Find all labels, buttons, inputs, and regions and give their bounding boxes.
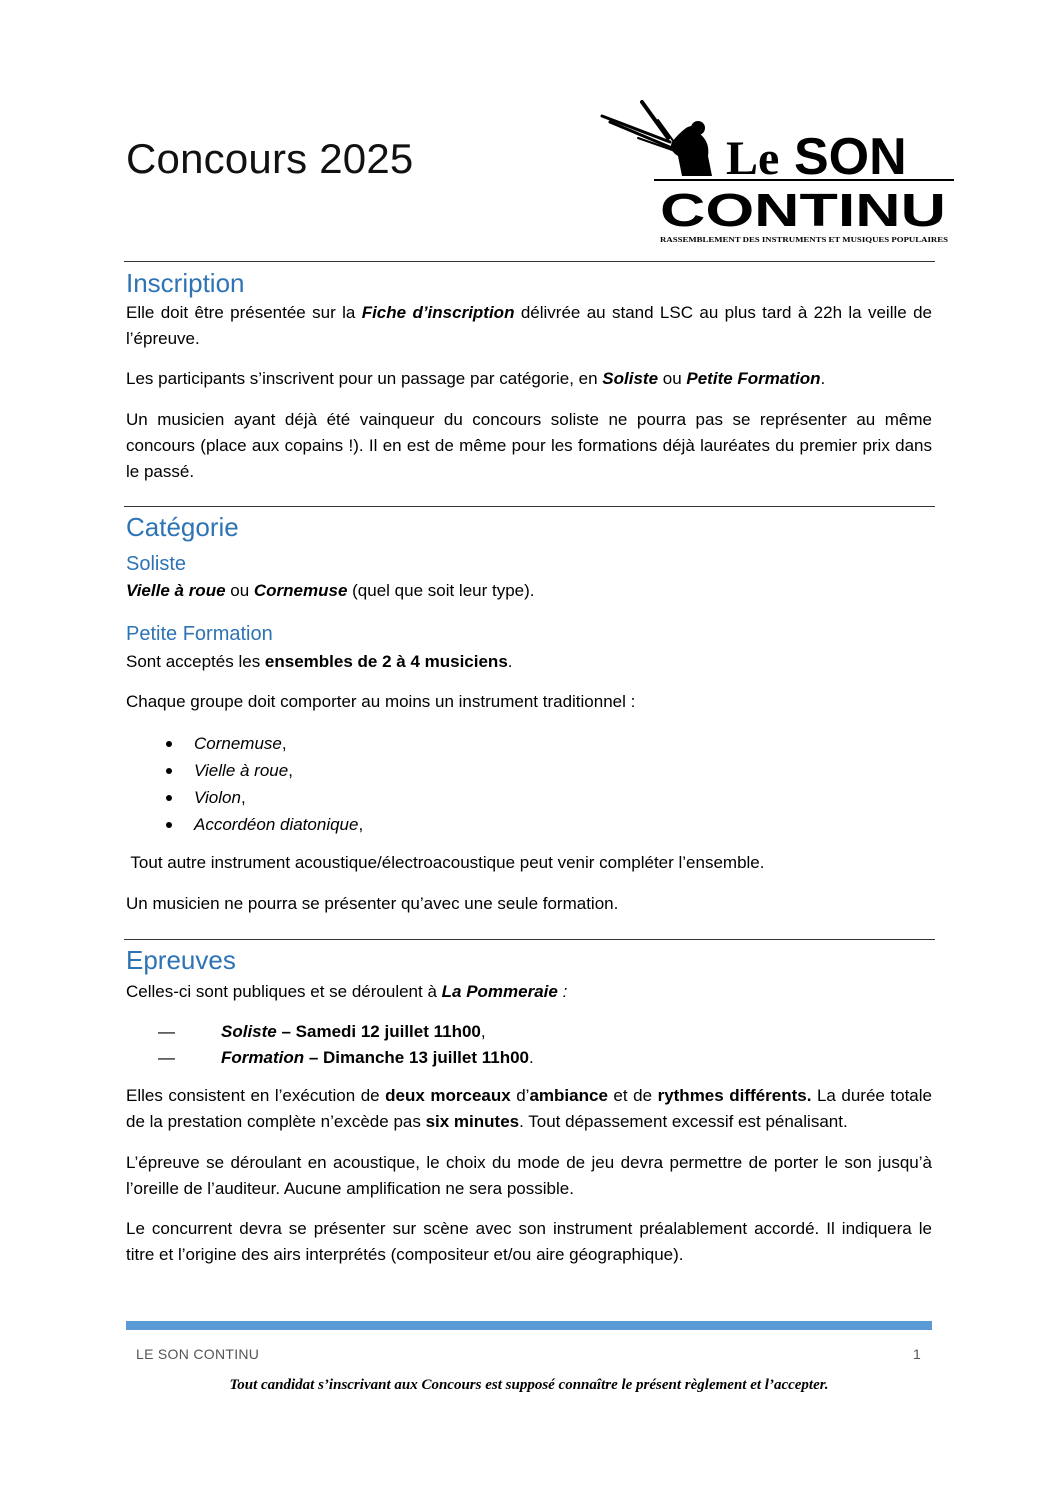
list-item: Vielle à roue, [162,757,662,784]
epreuves-paragraph-3: L’épreuve se déroulant en acoustique, le choix du mode de jeu devra permettre de porter le son jusqu’à l’oreille de l’auditeur. Aucune amplification ne sera possible. [126,1153,932,1198]
list-item: Violon, [162,784,662,811]
schedule-item-soliste: — Soliste – Samedi 12 juillet 11h00, [158,1019,758,1045]
logo-tagline: RASSEMBLEMENT DES INSTRUMENTS ET MUSIQUES POPULAIRES [660,235,948,244]
formation-paragraph-4: Un musicien ne pourra se présenter qu’avec une seule formation. [126,894,619,913]
inscription-paragraph-2: Les participants s’inscrivent pour un passage par catégorie, en Soliste ou Petite Formation. [126,369,826,388]
inscription-paragraph-1: Elle doit être présentée sur la Fiche d’inscription délivrée au stand LSC au plus tard à 22h la veille de l’épreuve. [126,303,932,348]
subheading-soliste: Soliste [126,553,187,575]
schedule-item-formation: — Formation – Dimanche 13 juillet 11h00. [158,1045,758,1071]
soliste-paragraph: Vielle à roue ou Cornemuse (quel que soit leur type). [126,581,535,600]
logo-le: Le [726,132,780,185]
section-heading-inscription: Inscription [126,268,245,298]
page-number: 1 [913,1346,921,1362]
divider [124,939,935,940]
footer-bar [126,1321,932,1330]
inscription-paragraph-3: Un musicien ayant déjà été vainqueur du concours soliste ne pourra pas se représenter au même concours (place aux copains !). Il en est de même pour les formations déjà lauréates du premier prix dans le passé. [126,410,932,481]
subheading-petite-formation: Petite Formation [126,623,273,645]
footer-label: LE SON CONTINU [136,1346,260,1362]
divider [124,506,935,507]
formation-paragraph-3: Tout autre instrument acoustique/électroacoustique peut venir compléter l’ensemble. [126,853,765,872]
epreuves-paragraph-1: Celles-ci sont publiques et se déroulent à La Pommeraie : [126,982,568,1001]
formation-paragraph-1: Sont acceptés les ensembles de 2 à 4 musiciens. [126,652,513,671]
footer-note: Tout candidat s’inscrivant aux Concours est supposé connaître le présent règlement et l’accepter. [229,1377,829,1393]
bagpipe-player-icon [602,102,678,152]
logo-continu: CONTINU [660,184,946,236]
list-item: Accordéon diatonique, [162,811,662,838]
section-heading-categorie: Catégorie [126,512,239,542]
schedule-list [158,1019,758,1071]
le-son-continu-logo [598,98,958,248]
divider [124,261,935,262]
formation-paragraph-2: Chaque groupe doit comporter au moins un instrument traditionnel : [126,692,636,711]
epreuves-paragraph-2: Elles consistent en l’exécution de deux morceaux d’ambiance et de rythmes différents. La durée totale de la prestation complète n’excède pas six minutes. Tout dépassement excessif est pénalisant. [126,1086,932,1131]
instrument-list [162,730,662,838]
logo-son: SON [794,128,907,186]
epreuves-paragraph-4: Le concurrent devra se présenter sur scène avec son instrument préalablement accordé. Il indiquera le titre et l’origine des airs interprétés (compositeur et/ou aire géographique). [126,1219,932,1264]
list-item: Cornemuse, [162,730,662,757]
section-heading-epreuves: Epreuves [126,945,236,975]
page-title: Concours 2025 [126,135,414,182]
